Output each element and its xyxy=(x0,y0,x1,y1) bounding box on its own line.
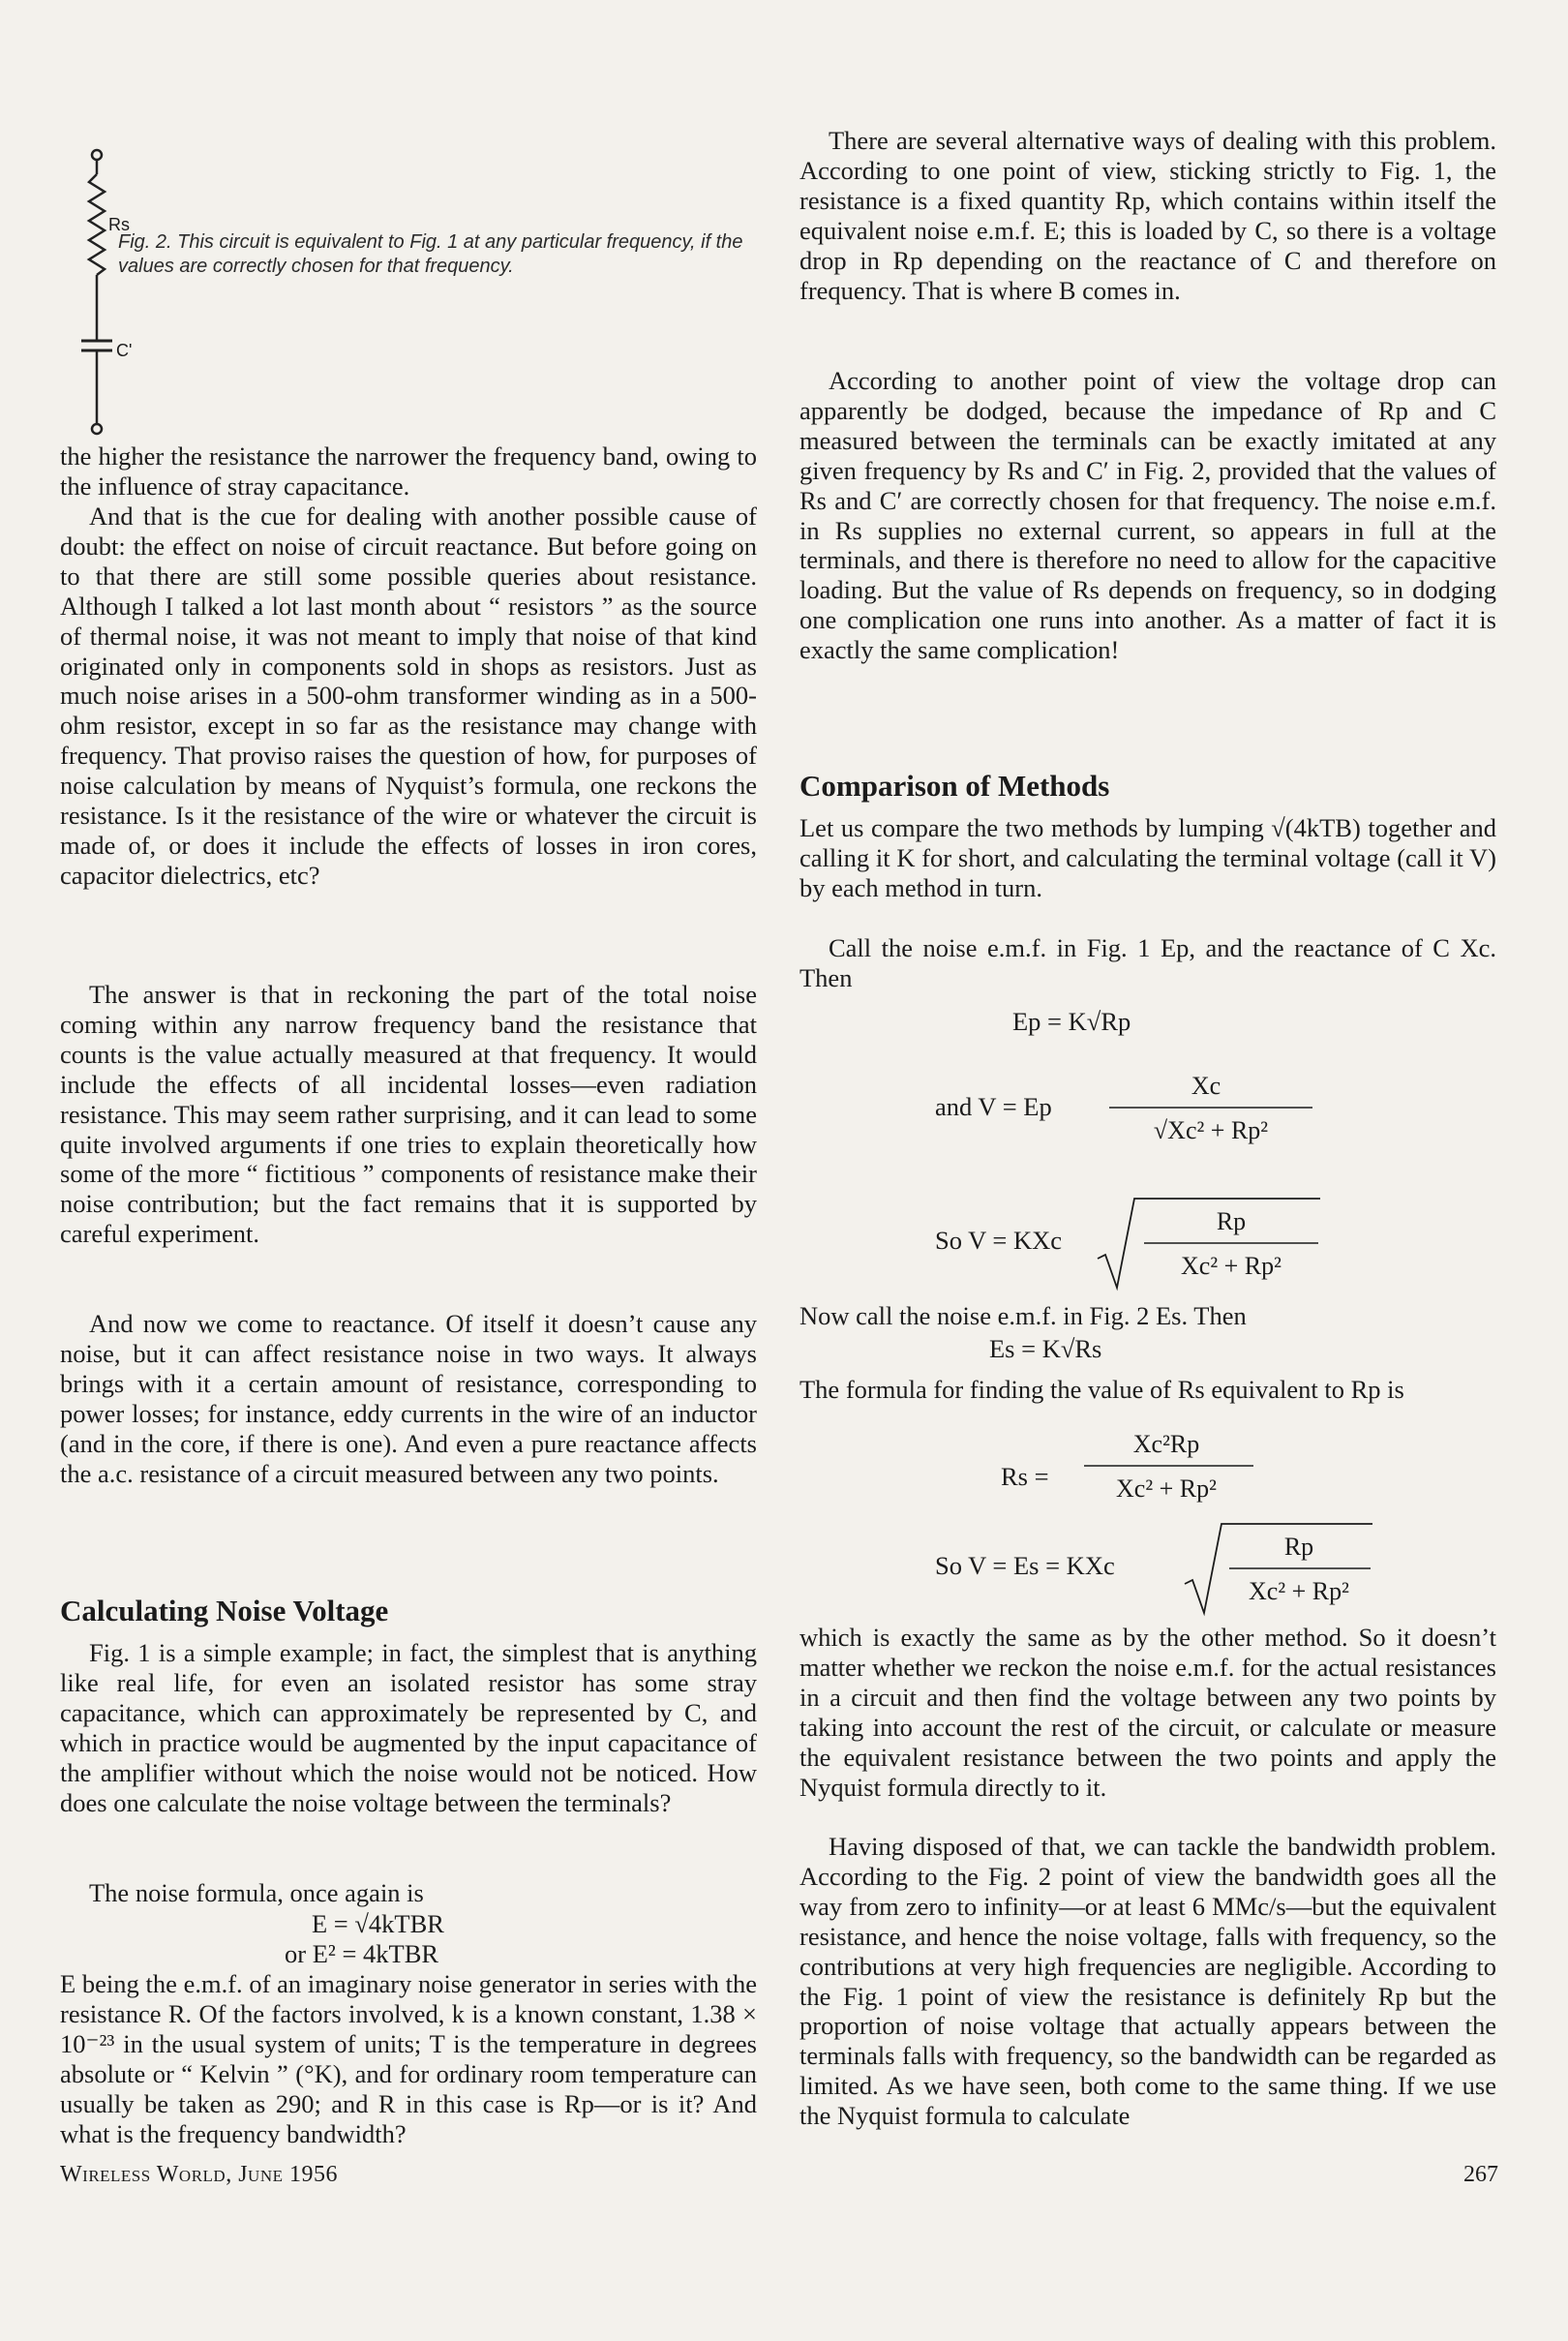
paragraph: And now we come to reactance. Of itself it doesn’t cause any noise, but it can affect resistance noise in two ways. It always brings with it a certain amount of resistance, corresponding to power losses; for instance, eddy currents in the wire of an inductor (and in the core, if there is one). And even a pure reactance affects the a.c. resistance of a circuit measured between any two points. xyxy=(60,1309,757,1488)
equation-es: Es = K√Rs xyxy=(989,1334,1102,1363)
paragraph: The answer is that in reckoning the part of the total noise coming within any narrow frequency band the resistance that counts is the value actually measured at that frequency. It would include the effects of all incidental losses—even radiation resistance. This may seem rather surprising, and it can lead to some quite involved arguments if one tries to explain theoretically how some of the more “ fictitious ” components of resistance make their noise contribution; but the fact remains that it is supported by careful experiment. xyxy=(60,980,757,1249)
equation-rs-fraction xyxy=(1074,1423,1268,1520)
fraction-denominator: Xc² + Rp² xyxy=(1249,1577,1349,1605)
equation-v-method1b-fraction xyxy=(1096,1191,1328,1297)
fraction-numerator: Rp xyxy=(1283,1533,1314,1561)
paragraph: Fig. 1 is a simple example; in fact, the simplest that is anything like real life, for even an isolated resistor has some stray capacitance, which can approximately be represented by C, and which in practice would be augmented by the input capacitance of the amplifier without which the noise would not be noticed. How does one calculate the noise voltage between the terminals? xyxy=(60,1638,757,1817)
fraction-numerator: Xc²Rp xyxy=(1132,1430,1200,1458)
paragraph: E being the e.m.f. of an imaginary noise generator in series with the resistance R. Of the factors involved, k is a known constant, 1.38 × 10⁻²³ in the usual system of units; T is the temperature in degrees absolute or “ Kelvin ” (°K), and for ordinary room temperature can usually be taken as 290; and R in this case is Rp—or is it? And what is the frequency bandwidth? xyxy=(60,1969,757,2148)
paragraph: Now call the noise e.m.f. in Fig. 2 Es. Then xyxy=(799,1301,1247,1330)
fraction-denominator: Xc² + Rp² xyxy=(1116,1475,1217,1503)
paragraph: And that is the cue for dealing with another possible cause of doubt: the effect on noise of circuit reactance. But before going on to that there are still some possible queries about resistance. Although I talked a lot last month about “ resistors ” as the source of thermal noise, it was not meant to imply that noise of that kind originated only in components sold in shops as resistors. Just as much noise arises in a 500-ohm transformer winding as in a 500-ohm resistor, except in so far as the resistance may change with frequency. That proviso raises the question of how, for purposes of noise calculation by means of Nyquist’s formula, one reckons the resistance. Is it the resistance of the wire or whatever the circuit is made of, or does it include the effects of losses in iron cores, capacitor dielectrics, etc? xyxy=(60,502,757,890)
fraction-numerator: Xc xyxy=(1191,1072,1221,1100)
paragraph: According to another point of view the voltage drop can apparently be dodged, because the impedance of Rp and C measured between the terminals can be exactly imitated at any given frequency by Rs and C′ in Fig. 2, provided that the values of Rs and C′ are correctly chosen for that frequency. The noise e.m.f. in Rs supplies no external current, so appears in full at the terminals, and there is therefore no need to allow for the capacitive loading. But the value of Rs depends on frequency, so in dodging one complication one runs into another. As a matter of fact it is exactly the same complication! xyxy=(799,366,1496,665)
equation-noise-squared: or E² = 4kTBR xyxy=(285,1939,439,1968)
equation-v-method2-fraction xyxy=(1183,1516,1376,1623)
circuit-diagram-fig2 xyxy=(77,145,155,436)
page-number: 267 xyxy=(1463,2162,1498,2187)
equation-v-method1-fraction xyxy=(1090,1065,1322,1162)
paragraph: Let us compare the two methods by lumping √(4kTB) together and calling it K for short, and calculating the terminal voltage (call it V) by each method in turn. xyxy=(799,813,1496,902)
fraction-denominator: √Xc² + Rp² xyxy=(1153,1116,1269,1144)
resistor-label: Rs xyxy=(108,215,130,234)
fraction-denominator: Xc² + Rp² xyxy=(1181,1252,1282,1280)
paragraph: The formula for finding the value of Rs equivalent to Rp is xyxy=(799,1375,1404,1404)
equation-v-method1b-prefix: So V = KXc xyxy=(935,1226,1063,1255)
journal-footer: Wireless World, June 1956 xyxy=(60,2162,338,2187)
equation-noise: E = √4kTBR xyxy=(312,1909,444,1938)
equation-rs-prefix: Rs = xyxy=(1001,1462,1049,1491)
equation-v-method2-prefix: So V = Es = KXc xyxy=(935,1551,1115,1580)
capacitor-label: C' xyxy=(116,341,133,360)
section-heading: Comparison of Methods xyxy=(799,769,1110,803)
section-heading: Calculating Noise Voltage xyxy=(60,1594,389,1627)
paragraph: the higher the resistance the narrower the frequency band, owing to the influence of stray capacitance. xyxy=(60,441,757,501)
figure-caption: Fig. 2. This circuit is equivalent to Fig. 1 at any particular frequency, if the values are correctly chosen for that frequency. xyxy=(118,231,743,277)
fraction-numerator: Rp xyxy=(1216,1207,1247,1235)
equation-ep: Ep = K√Rp xyxy=(1012,1007,1131,1036)
equation-v-method1-prefix: and V = Ep xyxy=(935,1092,1052,1121)
paragraph: which is exactly the same as by the other method. So it doesn’t matter whether we reckon the noise e.m.f. for the actual resistances in a circuit and then find the voltage between any two points by taking into account the rest of the circuit, or calculate or measure the equivalent resistance between the two points and apply the Nyquist formula directly to it. xyxy=(799,1623,1496,1802)
paragraph: Having disposed of that, we can tackle the bandwidth problem. According to the Fig. 2 point of view the bandwidth goes all the way from zero to infinity—or at least 6 MMc/s—but the equivalent resistance, and hence the noise voltage, falls with frequency, so the contributions at very high frequencies are negligible. According to the Fig. 1 point of view the resistance is definitely Rp but the proportion of noise voltage that actually appears between the terminals falls with frequency, so the bandwidth can be regarded as limited. As we have seen, both come to the same thing. If we use the Nyquist formula to calculate xyxy=(799,1832,1496,2131)
paragraph: Call the noise e.m.f. in Fig. 1 Ep, and the reactance of C Xc. Then xyxy=(799,933,1496,992)
paragraph: There are several alternative ways of dealing with this problem. According to one point of view, sticking strictly to Fig. 1, the resistance is a fixed quantity Rp, which contains within itself the equivalent noise e.m.f. E; this is loaded by C, so there is a voltage drop in Rp depending on the reactance of C and therefore on frequency. That is where B comes in. xyxy=(799,126,1496,305)
paragraph: The noise formula, once again is xyxy=(89,1878,424,1907)
